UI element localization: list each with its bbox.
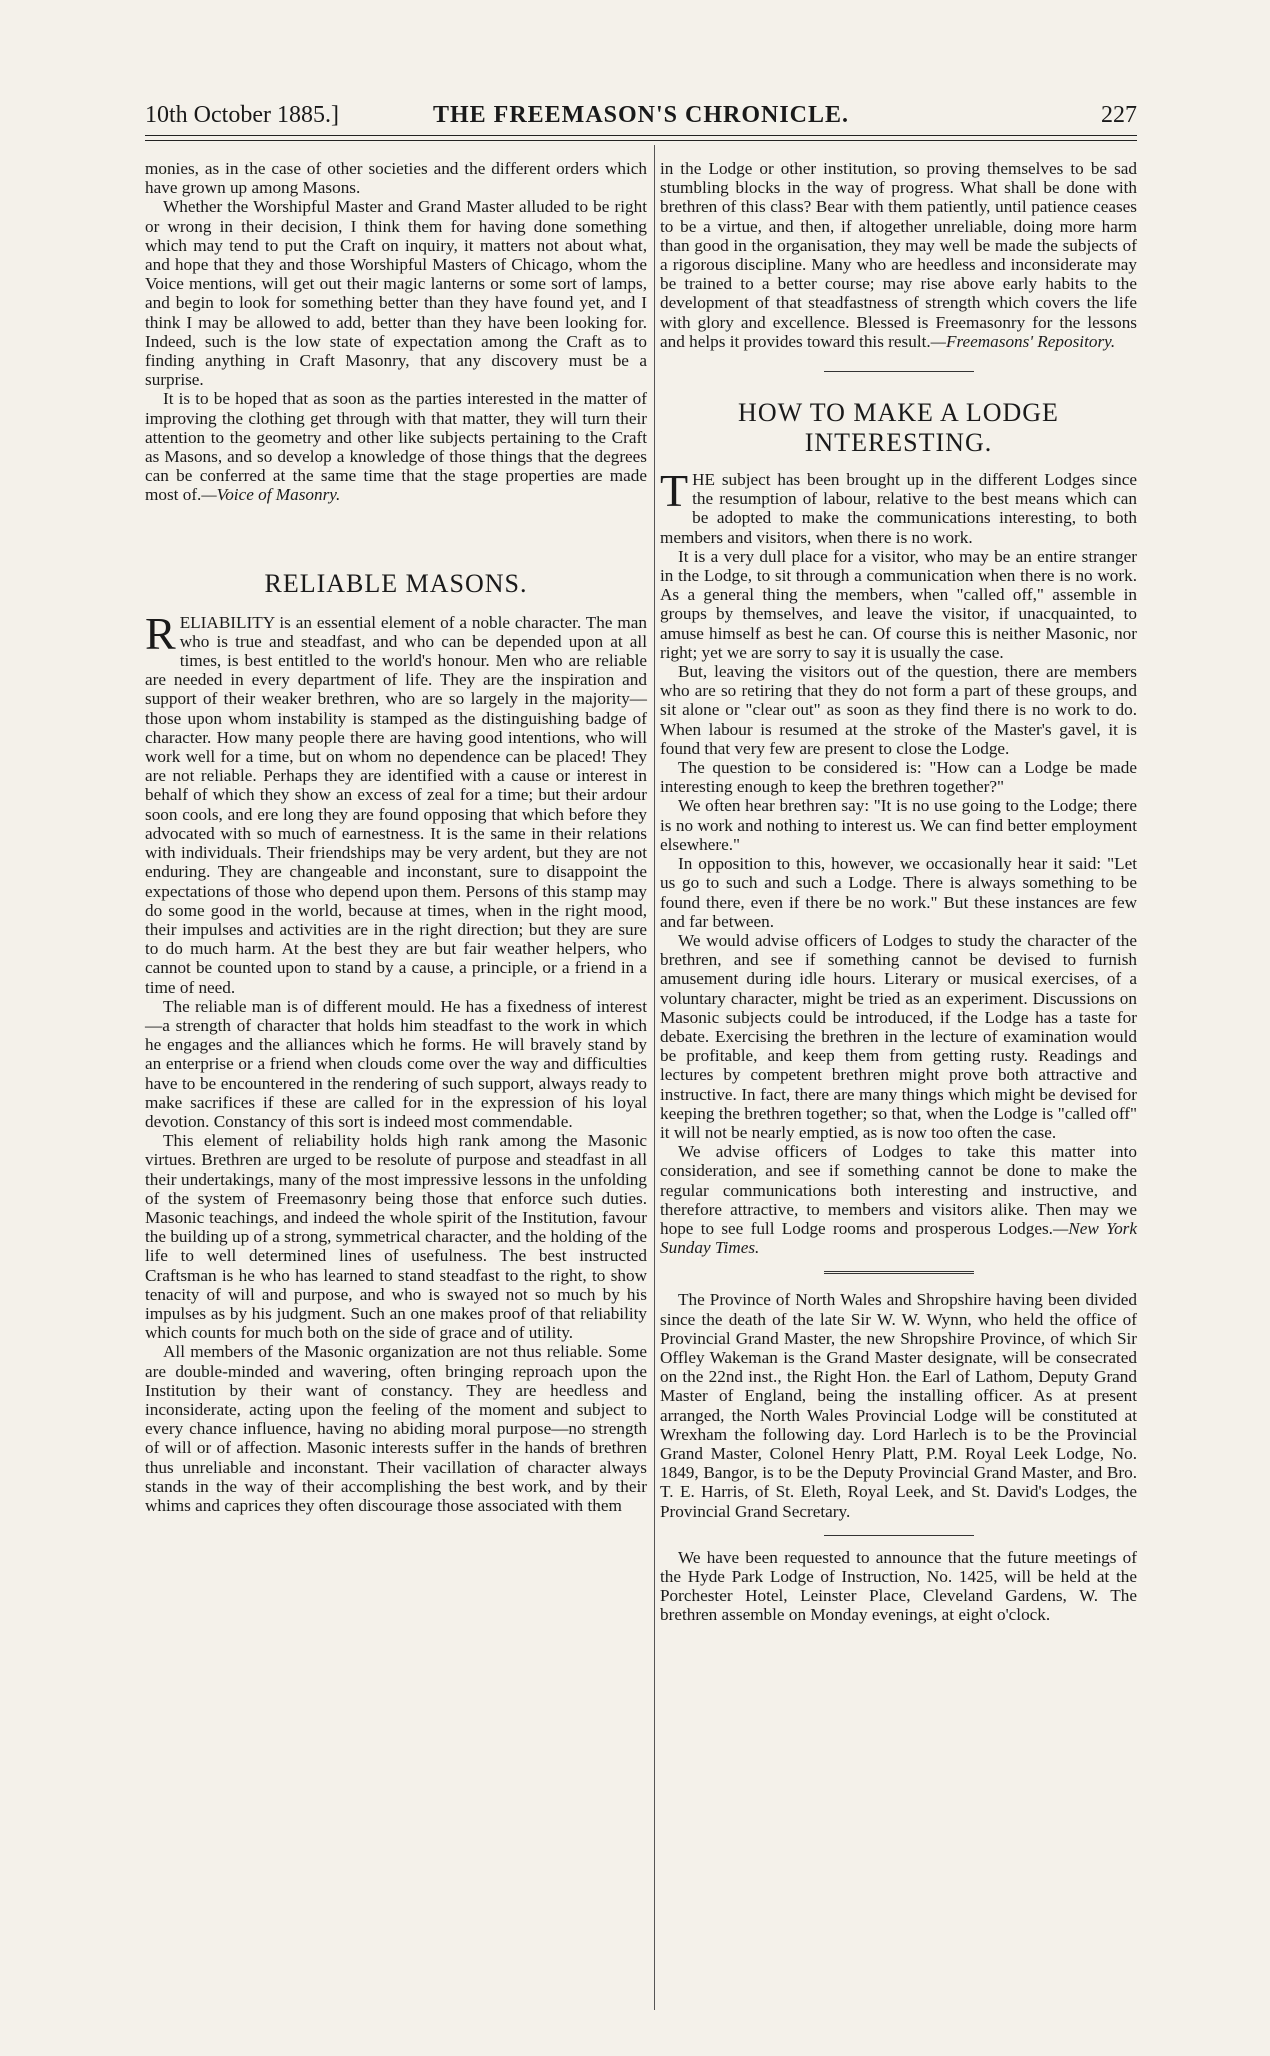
article-paragraph: We would advise officers of Lodges to study the character of the brethren, and see if something cannot be devised to furnish amusement during idle hours. Literary or musical exercises, of a voluntary character, might be tried as an experiment. Discussions on Masonic subjects could be introduced, if the Lodge has a taste for debate. Exercising the brethren in the lecture of examination would be profitable, and keep them from getting rusty. Readings and lectures by competent brethren might prove both attractive and instructive. In fact, there are many things which might be devised for keeping the brethren together; so that, when the Lodge is "called off" it will not be nearly emptied, as is now too often the case. [660, 930, 1137, 1142]
article-paragraph [660, 1142, 1137, 1257]
article-paragraph: In opposition to this, however, we occasionally hear it said: "Let us go to such and such a Lodge. There is always something to be found there, even if there be no work." But these instances are few and far between. [660, 854, 1137, 931]
source-credit: —Voice of Masonry. [201, 485, 341, 505]
article-paragraph: We often hear brethren say: "It is no use going to the Lodge; there is no work and nothing to interest us. We can find better employment elsewhere." [660, 796, 1137, 854]
source-credit: —Freemasons' Repository. [930, 331, 1116, 351]
masthead [145, 98, 1137, 132]
article-paragraph-text: HE subject has been brought up in the different Lodges since the resumption of labour, relative to the best means which can be adopted to make the communications interesting, to both members and visitors, when there is no work. [660, 470, 1137, 547]
source-credit: —New York Sunday Times. [660, 1218, 1137, 1258]
header-rule-top [145, 135, 1137, 136]
article-paragraph [660, 465, 1137, 547]
header-rule-bottom [145, 140, 1137, 141]
article-paragraph [145, 607, 647, 997]
article-paragraph: All members of the Masonic organization are not thus reliable. Some are double-minded and wavering, often bringing reproach upon the Institution by their want of constancy. They are heedless and inconsiderate, acting upon the feeling of the moment and subject to every chance influence, having no abiding moral purpose—no strength of will or of affection. Masonic interests suffer in the hands of brethren thus unreliable and inconstant. Their vacillation of character always stands in the way of their accomplishing the best work, and by their whims and caprices they often discourage those associated with them [145, 1342, 647, 1515]
article-paragraph: This element of reliability holds high rank among the Masonic virtues. Brethren are urged to be resolute of purpose and steadfast in all their undertakings, many of the most impressive lessons in the unfolding of the system of Freemasonry being those that enforce such duties. Masonic teachings, and indeed the whole spirit of the Institution, favour the building up of a strong, symmetrical character, and the holding of the life to well determined lines of usefulness. The best instructed Craftsman is he who has learned to stand steadfast to the right, to show tenacity of will and purpose, and who is swayed not so much by his impulses as by his judgment. Such an one makes proof of that reliability which counts for much both on the side of grace and of utility. [145, 1131, 647, 1343]
continued-paragraph-text: It is to be hoped that as soon as the parties interested in the matter of improving the clothing get through with that matter, they will turn their attention to the geometry and other like subjects pertaining to the Craft as Masons, and so develop a knowledge of those things that the degrees can be conferred at the same time that the stage properties are made most of. [145, 389, 647, 505]
notice-paragraph: We have been requested to announce that the future meetings of the Hyde Park Lodge of Instruction, No. 1425, will be held at the Porchester Hotel, Leinster Place, Cleveland Gardens, W. The brethren assemble on Monday evenings, at eight o'clock. [660, 1547, 1137, 1625]
article-paragraph: It is a very dull place for a visitor, who may be an entire stranger in the Lodge, to sit through a communication when there is no work. As a general thing the members, when "called off," assemble in groups by themselves, and leave the visitor, if unacquainted, to amuse himself as best he can. Of course this is neither Masonic, nor right; yet we are sorry to say it is usually the case. [660, 546, 1137, 662]
article-heading-reliable-masons: RELIABLE MASONS. [264, 568, 528, 598]
continued-paragraph-text: in the Lodge or other institution, so proving themselves to be sad stumbling blocks in the way of progress. What shall be done with brethren of this class? Bear with them patiently, until patience ceases to be a virtue, and then, if altogether unreliable, doing more harm than good in the organisation, they may well be made the subjects of a rigorous discipline. Many who are heedless and inconsiderate may be trained to a better course; may rise above early habits to the development of that steadfastness of strength which covers the life with glory and excellence. Blessed is Freemasonry for the lessons and helps it provides toward this result. [660, 159, 1137, 351]
drop-cap: T [660, 465, 689, 517]
issue-date: 10th October 1885.] [145, 102, 339, 128]
column-divider [654, 145, 655, 2010]
article-paragraph: The reliable man is of different mould. He has a fixedness of interest—a strength of character that holds him steadfast to the work in which he engages and the alliances which he forms. He will bravely stand by an enterprise or a friend when clouds come over the way and difficulties have to be encountered in the rendering of such support, always ready to make sacrifices if these are called for in the expression of his loyal devotion. Constancy of this sort is indeed most commendable. [145, 996, 647, 1131]
continued-paragraph: monies, as in the case of other societies and the different orders which have grown up among Masons. [145, 159, 647, 198]
notice-paragraph: The Province of North Wales and Shropshire having been divided since the death of the late Sir W. W. Wynn, who held the office of Provincial Grand Master, the new Shropshire Province, of which Sir Offley Wakeman is the Grand Master designate, will be consecrated on the 22nd inst., the Right Hon. the Earl of Lathom, Deputy Grand Master of England, being the installing officer. As at present arranged, the North Wales Provincial Lodge will be constituted at Wrexham the following day. Lord Harlech is to be the Provincial Grand Master, Colonel Henry Platt, P.M. Royal Leek Lodge, No. 1849, Bangor, is to be the Deputy Provincial Grand Master, and Bro. T. E. Harris, of St. Eleth, Royal Leek, and St. David's Lodges, the Provincial Grand Secretary. [660, 1290, 1137, 1521]
left-column [145, 159, 647, 1515]
article-paragraph: The question to be considered is: "How can a Lodge be made interesting enough to keep the brethren together?" [660, 758, 1137, 797]
continued-paragraph [145, 389, 647, 504]
continued-paragraph: Whether the Worshipful Master and Grand Master alluded to be right or wrong in their decision, I think them for having done something which may tend to put the Craft on inquiry, it matters not about what, and hope that they and those Worshipful Masters of Chicago, whom the Voice mentions, will get out their magic lanterns or some sort of lamps, and begin to look for something better than they have found yet, and I think I may be allowed to add, better than they have been looking for. Indeed, such is the low state of expectation among the Craft as to finding anything in Craft Masonry, that any discovery must be a surprise. [145, 197, 647, 390]
article-paragraph-text: ELIABILITY is an essential element of a noble character. The man who is true and steadfast, and who can be depended upon at all times, is best entitled to the world's honour. Men who are reliable are needed in every department of life. They are the inspiration and support of their weaker brethren, who are so largely in the majority—those upon whom instability is stamped as the distinguishing badge of character. How many people there are having good intentions, who will work well for a time, but on whom no dependence can be placed! They are not reliable. Perhaps they are identified with a cause or interest in behalf of which they show an excess of zeal for a time; but their ardour soon cools, and ere long they are found opposing that which before they advocated with so much of earnestness. It is the same in their relations with individuals. Their friendships may be very ardent, but they are not enduring. They are changeable and inconstant, sure to disappoint the expectations of those who depend upon them. Persons of this stamp may do some good in the world, because at times, when in the right mood, their impulses and activities are in the right direction; but they are sure to do much harm. At the best they are but fair weather helpers, who cannot be counted upon to stand by a cause, a principle, or a friend in a time of need. [145, 612, 647, 997]
article-paragraph: But, leaving the visitors out of the question, there are members who are so retiring that they do not form a part of these groups, and sit alone or "clear out" as soon as they find there is no work to do. When labour is resumed at the stroke of the Master's gavel, it is found that very few are present to close the Lodge. [660, 662, 1137, 758]
article-heading-lodge-interesting: HOW TO MAKE A LODGE INTERESTING. [738, 398, 1059, 458]
publication-title: THE FREEMASON'S CHRONICLE. [432, 102, 850, 128]
page-number: 227 [1101, 102, 1137, 128]
right-column [660, 159, 1137, 1625]
continued-paragraph [660, 159, 1137, 351]
article-paragraph-text: We advise officers of Lodges to take this matter into consideration, and see if something cannot be done to make the regular communications both interesting and instructive, and therefore attractive, to members and visitors alike. Then may we hope to see full Lodge rooms and prosperous Lodges. [660, 1142, 1137, 1238]
drop-cap: R [145, 607, 176, 659]
